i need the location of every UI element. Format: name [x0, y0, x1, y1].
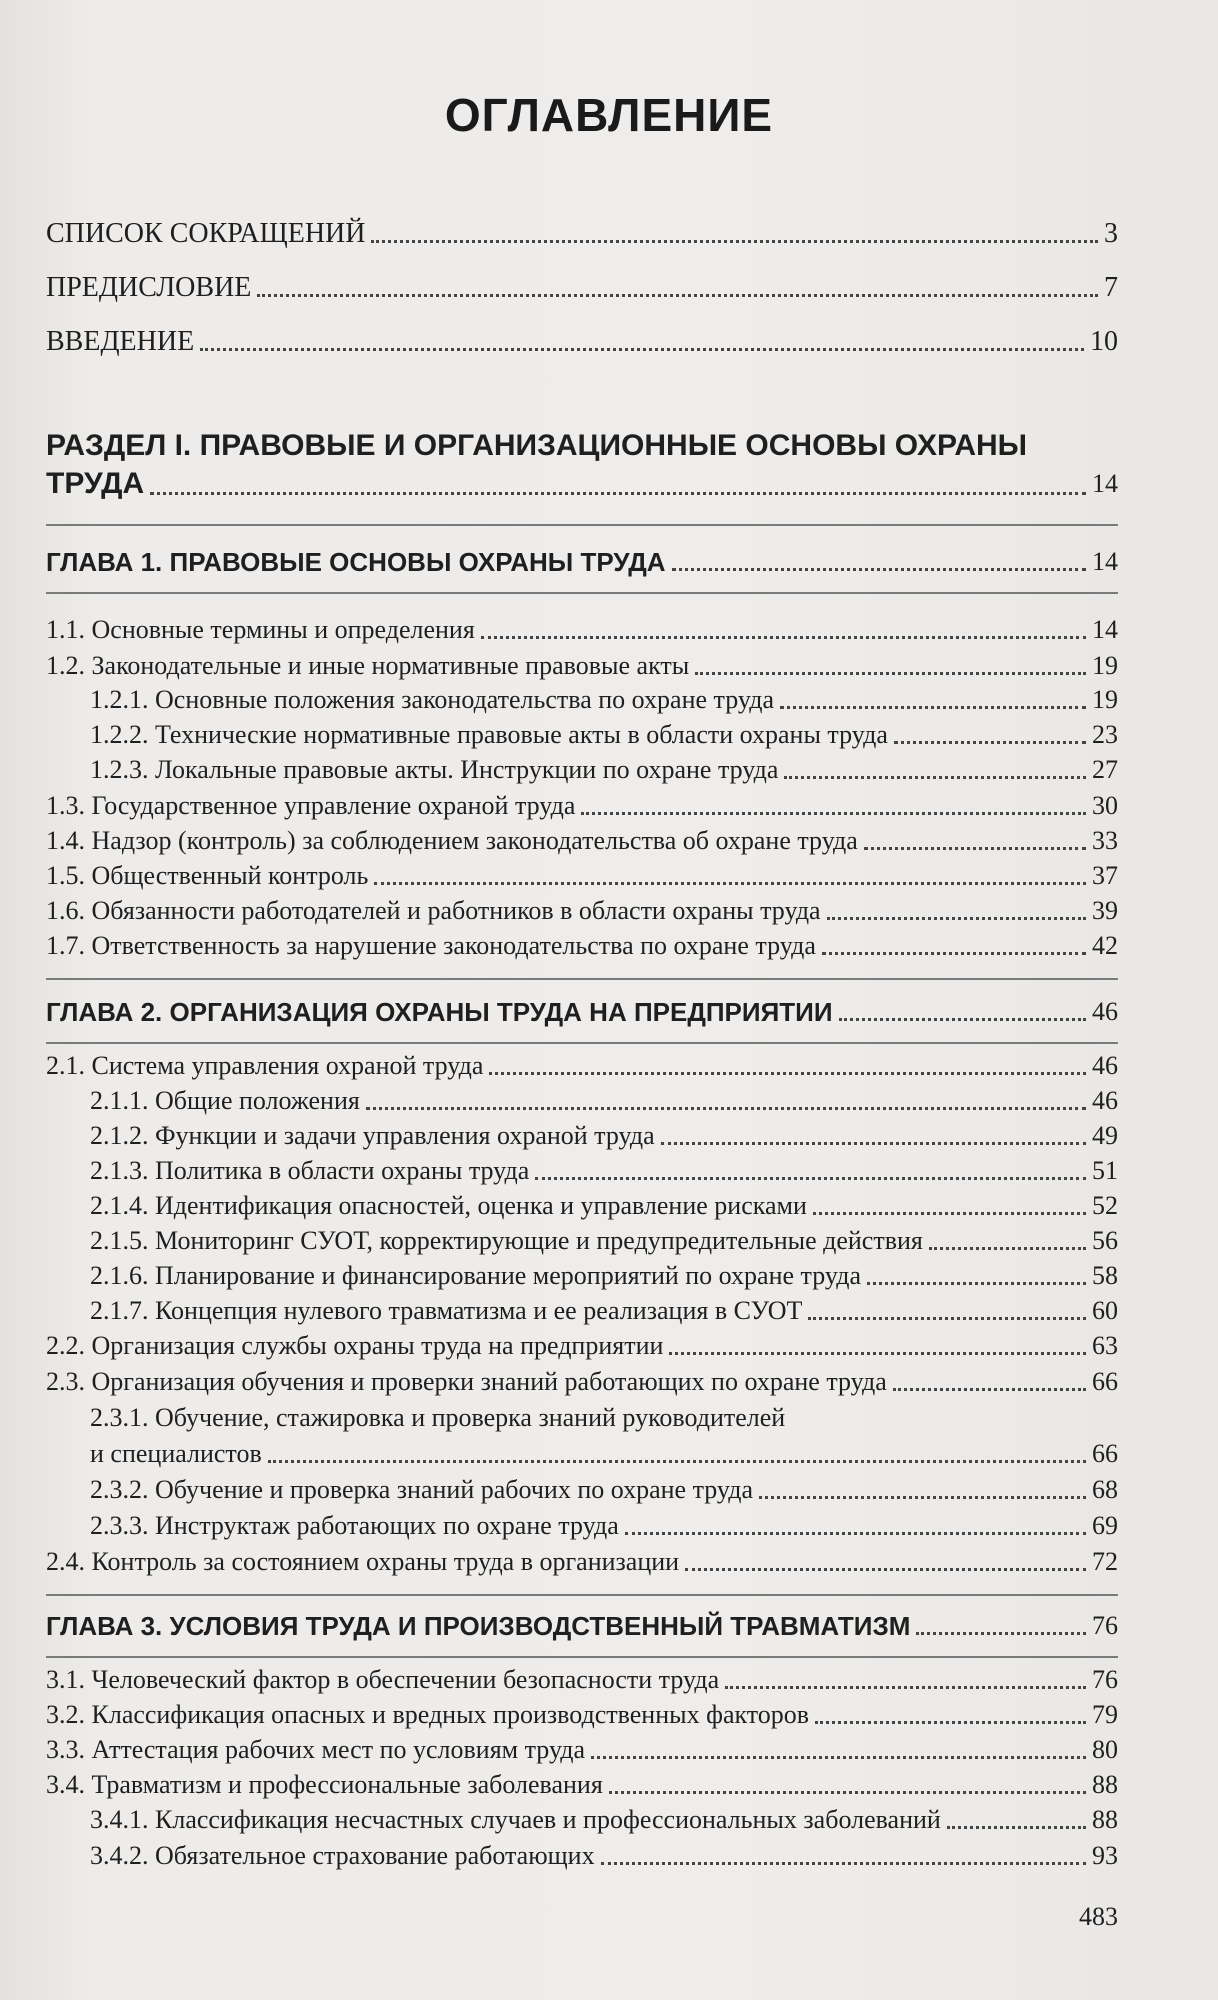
- leader-dots: [867, 1282, 1086, 1285]
- leader-dots: [929, 1247, 1086, 1250]
- leader-dots: [257, 294, 1098, 297]
- toc-entry[interactable]: [90, 719, 1118, 751]
- toc-entry-page: 52: [1092, 1191, 1118, 1220]
- toc-entry-page: 58: [1092, 1261, 1118, 1290]
- toc-entry-page: 14: [1092, 547, 1118, 576]
- toc-entry[interactable]: [46, 790, 1118, 822]
- leader-dots: [784, 776, 1086, 779]
- divider: [46, 524, 1118, 526]
- toc-entry-page: 60: [1092, 1296, 1118, 1325]
- toc-entry[interactable]: [46, 825, 1118, 857]
- toc-entry-label: 2.1.3. Политика в области охраны труда: [90, 1156, 530, 1185]
- leader-dots: [725, 1686, 1086, 1689]
- toc-entry-page: 49: [1092, 1121, 1118, 1150]
- leader-dots: [695, 672, 1086, 675]
- toc-entry[interactable]: [90, 1260, 1118, 1292]
- toc-entry[interactable]: [90, 684, 1118, 716]
- leader-dots: [625, 1532, 1086, 1535]
- toc-entry[interactable]: [90, 1085, 1118, 1117]
- toc-entry-label: ВВЕДЕНИЕ: [46, 326, 195, 357]
- leader-dots: [669, 1352, 1086, 1355]
- toc-entry[interactable]: [90, 1438, 1118, 1470]
- toc-entry-page: 88: [1092, 1770, 1118, 1799]
- toc-entry-label: 1.5. Общественный контроль: [46, 861, 369, 890]
- page-number: 483: [1079, 1902, 1118, 1931]
- leader-dots: [780, 706, 1086, 709]
- part-heading-line1[interactable]: РАЗДЕЛ I. ПРАВОВЫЕ И ОРГАНИЗАЦИОННЫЕ ОСНОВЫ ОХРАНЫ: [46, 429, 1028, 462]
- toc-entry-label: 2.1. Система управления охраной труда: [46, 1051, 484, 1080]
- leader-dots: [581, 812, 1086, 815]
- toc-entry-label: 1.7. Ответственность за нарушение законодательства по охране труда: [46, 931, 816, 960]
- toc-entry-label: 2.3.2. Обучение и проверка знаний рабочих по охране труда: [90, 1475, 754, 1504]
- toc-entry-page: 88: [1092, 1805, 1118, 1834]
- leader-dots: [864, 847, 1086, 850]
- toc-entry[interactable]: [90, 1155, 1118, 1187]
- toc-entry-page: 68: [1092, 1475, 1118, 1504]
- toc-entry-label: 2.1.2. Функции и задачи управления охраной труда: [90, 1121, 655, 1150]
- toc-entry[interactable]: [46, 860, 1118, 892]
- toc-entry-label: 1.2.3. Локальные правовые акты. Инструкции по охране труда: [90, 755, 779, 784]
- toc-entry[interactable]: [46, 218, 1118, 250]
- toc-entry[interactable]: [90, 1474, 1118, 1506]
- toc-entry[interactable]: [90, 754, 1118, 786]
- toc-entry-label: 3.1. Человеческий фактор в обеспечении безопасности труда: [46, 1665, 720, 1694]
- toc-entry-page: 33: [1092, 826, 1118, 855]
- toc-entry-page: 3: [1104, 218, 1118, 249]
- toc-entry-page: 51: [1092, 1156, 1118, 1185]
- leader-dots: [661, 1142, 1086, 1145]
- divider: [46, 592, 1118, 594]
- toc-entry-label: 2.1.6. Планирование и финансирование мероприятий по охране труда: [90, 1261, 861, 1290]
- toc-entry-label: ПРЕДИСЛОВИЕ: [46, 272, 252, 303]
- chapter-heading-label: ГЛАВА 3. УСЛОВИЯ ТРУДА И ПРОИЗВОДСТВЕННЫЙ ТРАВМАТИЗМ: [46, 1611, 911, 1641]
- toc-entry-label: 2.1.5. Мониторинг СУОТ, корректирующие и предупредительные действия: [90, 1226, 923, 1255]
- toc-entry-page: 72: [1092, 1547, 1118, 1576]
- toc-entry-page: 80: [1092, 1735, 1118, 1764]
- toc-entry[interactable]: [46, 930, 1118, 962]
- toc-entry[interactable]: [46, 326, 1118, 358]
- toc-entry-label: и специалистов: [90, 1439, 262, 1468]
- toc-entry-page: 19: [1092, 651, 1118, 680]
- toc-entry[interactable]: [46, 895, 1118, 927]
- toc-entry[interactable]: [46, 1734, 1118, 1766]
- leader-dots: [268, 1460, 1086, 1463]
- toc-entry-label: 1.2. Законодательные и иные нормативные правовые акты: [46, 651, 690, 680]
- toc-entry-page: 7: [1104, 272, 1118, 303]
- leader-dots: [601, 1862, 1086, 1865]
- toc-entry-label: 2.1.4. Идентификация опасностей, оценка и управление рисками: [90, 1191, 807, 1220]
- toc-entry-page: 66: [1092, 1367, 1118, 1396]
- toc-entry[interactable]: [46, 1664, 1118, 1696]
- toc-entry-label: 3.4. Травматизм и профессиональные заболевания: [46, 1770, 603, 1799]
- leader-dots: [685, 1568, 1086, 1571]
- leader-dots: [366, 1107, 1086, 1110]
- part-heading[interactable]: [46, 466, 1118, 502]
- toc-entry[interactable]: [46, 272, 1118, 304]
- toc-entry[interactable]: [90, 1295, 1118, 1327]
- toc-entry-label: 2.4. Контроль за состоянием охраны труда в организации: [46, 1547, 680, 1576]
- chapter-heading-label: ГЛАВА 2. ОРГАНИЗАЦИЯ ОХРАНЫ ТРУДА НА ПРЕДПРИЯТИИ: [46, 997, 833, 1027]
- leader-dots: [827, 917, 1086, 920]
- leader-dots: [672, 568, 1086, 571]
- leader-dots: [371, 240, 1098, 243]
- toc-entry-page: 76: [1092, 1611, 1118, 1640]
- toc-entry-page: 14: [1092, 469, 1118, 498]
- toc-entry-label: 2.3.3. Инструктаж работающих по охране труда: [90, 1511, 619, 1540]
- toc-entry-page: 76: [1092, 1665, 1118, 1694]
- leader-dots: [916, 1632, 1086, 1635]
- toc-entry-page: 42: [1092, 931, 1118, 960]
- toc-entry[interactable]: [46, 1546, 1118, 1578]
- toc-entry-page: 30: [1092, 791, 1118, 820]
- leader-dots: [535, 1177, 1086, 1180]
- toc-entry-label: 3.4.1. Классификация несчастных случаев и профессиональных заболеваний: [90, 1805, 941, 1834]
- toc-entry[interactable]: [90, 1190, 1118, 1222]
- toc-entry-label: 1.2.2. Технические нормативные правовые акты в области охраны труда: [90, 720, 888, 749]
- toc-entry-page: 37: [1092, 861, 1118, 890]
- toc-entry-page: 46: [1092, 997, 1118, 1026]
- leader-dots: [822, 952, 1086, 955]
- toc-entry[interactable]: [46, 1050, 1118, 1082]
- toc-entry-label: 1.3. Государственное управление охраной труда: [46, 791, 576, 820]
- toc-entry[interactable]: [90, 1120, 1118, 1152]
- toc-entry-label: 2.2. Организация службы охраны труда на предприятии: [46, 1331, 664, 1360]
- toc-entry-label[interactable]: 2.3.1. Обучение, стажировка и проверка знаний руководителей: [90, 1403, 786, 1432]
- leader-dots: [813, 1212, 1086, 1215]
- toc-entry-page: 93: [1092, 1841, 1118, 1870]
- toc-entry-page: 39: [1092, 896, 1118, 925]
- toc-entry-page: 10: [1090, 326, 1118, 357]
- toc-entry[interactable]: [46, 1366, 1118, 1398]
- leader-dots: [815, 1721, 1086, 1724]
- toc-entry-label: 3.4.2. Обязательное страхование работающих: [90, 1841, 595, 1870]
- toc-entry-page: 79: [1092, 1700, 1118, 1729]
- toc-entry[interactable]: [90, 1840, 1118, 1872]
- toc-entry-label: 1.2.1. Основные положения законодательства по охране труда: [90, 685, 774, 714]
- divider: [46, 1656, 1118, 1658]
- toc-entry-label: 2.3. Организация обучения и проверки знаний работающих по охране труда: [46, 1367, 887, 1396]
- divider: [46, 1042, 1118, 1044]
- toc-entry[interactable]: [46, 650, 1118, 682]
- toc-entry-label: 2.1.7. Концепция нулевого травматизма и ее реализация в СУОТ: [90, 1296, 803, 1325]
- leader-dots: [150, 492, 1086, 495]
- toc-entry-page: 46: [1092, 1086, 1118, 1115]
- toc-entry[interactable]: [46, 1699, 1118, 1731]
- toc-entry-page: 56: [1092, 1226, 1118, 1255]
- toc-entry[interactable]: [46, 1769, 1118, 1801]
- leader-dots: [591, 1756, 1086, 1759]
- leader-dots: [481, 636, 1086, 639]
- divider: [46, 1594, 1118, 1596]
- leader-dots: [489, 1072, 1086, 1075]
- toc-entry-label: 1.1. Основные термины и определения: [46, 615, 475, 644]
- toc-entry[interactable]: [46, 614, 1118, 646]
- toc-entry-page: 27: [1092, 755, 1118, 784]
- leader-dots: [374, 882, 1086, 885]
- leader-dots: [759, 1496, 1086, 1499]
- chapter-heading[interactable]: [46, 1610, 1118, 1642]
- toc-entry-page: 69: [1092, 1511, 1118, 1540]
- leader-dots: [200, 348, 1084, 351]
- toc-entry-page: 46: [1092, 1051, 1118, 1080]
- leader-dots: [808, 1317, 1086, 1320]
- toc-entry[interactable]: [90, 1510, 1118, 1542]
- chapter-heading[interactable]: [46, 546, 1118, 578]
- part-heading-label: ТРУДА: [46, 467, 145, 500]
- toc-entry-label: СПИСОК СОКРАЩЕНИЙ: [46, 218, 366, 249]
- toc-entry-label: 2.1.1. Общие положения: [90, 1086, 360, 1115]
- toc-entry-page: 63: [1092, 1331, 1118, 1360]
- chapter-heading-label: ГЛАВА 1. ПРАВОВЫЕ ОСНОВЫ ОХРАНЫ ТРУДА: [46, 547, 666, 577]
- toc-entry-page: 23: [1092, 720, 1118, 749]
- toc-entry-page: 66: [1092, 1439, 1118, 1468]
- toc-entry[interactable]: [90, 1225, 1118, 1257]
- toc-entry-page: 19: [1092, 685, 1118, 714]
- toc-entry-label: 3.2. Классификация опасных и вредных производственных факторов: [46, 1700, 810, 1729]
- divider: [46, 978, 1118, 980]
- chapter-heading[interactable]: [46, 996, 1118, 1028]
- toc-entry-label: 3.3. Аттестация рабочих мест по условиям труда: [46, 1735, 586, 1764]
- toc-entry[interactable]: [46, 1330, 1118, 1362]
- leader-dots: [893, 1388, 1086, 1391]
- leader-dots: [894, 741, 1086, 744]
- toc-entry[interactable]: [90, 1804, 1118, 1836]
- toc-entry-page: 14: [1092, 615, 1118, 644]
- toc-entry-label: 1.6. Обязанности работодателей и работников в области охраны труда: [46, 896, 821, 925]
- page-title: ОГЛАВЛЕНИЕ: [444, 89, 774, 141]
- leader-dots: [609, 1791, 1086, 1794]
- leader-dots: [947, 1826, 1086, 1829]
- toc-entry-label: 1.4. Надзор (контроль) за соблюдением законодательства об охране труда: [46, 826, 858, 855]
- leader-dots: [839, 1018, 1086, 1021]
